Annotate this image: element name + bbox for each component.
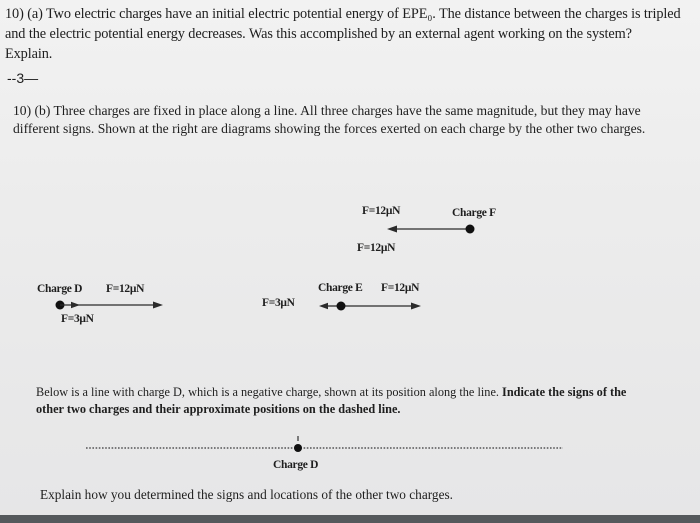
question-10a-line2: and the electric potential energy decreases. Was this accomplished by an external agent working on the system? [5, 26, 632, 42]
question-10a-line3: Explain. [5, 46, 53, 62]
charge-d-arrowhead-long [153, 302, 163, 309]
instructions [36, 384, 626, 418]
charge-e-force-3: F=3μN [262, 297, 295, 309]
charge-f-dot [466, 225, 475, 234]
charge-d-position-dot [294, 444, 302, 452]
charge-d-arrowhead-short [71, 302, 80, 308]
charge-f-label: Charge F [452, 207, 496, 219]
instructions-line2: other two charges and their approximate positions on the dashed line. [36, 402, 401, 416]
explain-prompt: Explain how you determined the signs and locations of the other two charges. [40, 487, 453, 502]
charge-e-arrowhead-short [319, 303, 328, 309]
charge-f-arrowhead [387, 226, 397, 233]
instructions-line1: Below is a line with charge D, which is a negative charge, shown at its position along the line. Indicate the signs of the [36, 385, 627, 399]
question-10a-line1: 10) (a) Two electric charges have an initial electric potential energy of EPE₀. The distance between the charges is tripled [5, 6, 681, 22]
charge-e-arrowhead-long [411, 303, 421, 310]
charge-e-label: Charge E [318, 282, 363, 294]
charge-f-force-label-top: F=12μN [362, 205, 401, 217]
question-10b-line2: different signs. Shown at the right are diagrams showing the forces exerted on each charge by the other two charges. [13, 121, 646, 136]
question-10b-line1: 10) (b) Three charges are fixed in place along a line. All three charges have the same magnitude, but they may have [13, 103, 641, 118]
charge-d-label: Charge D [37, 283, 83, 295]
charge-e-force-12: F=12μN [381, 282, 420, 294]
charge-d-force-12: F=12μN [106, 283, 145, 295]
charge-e-dot [337, 302, 346, 311]
charge-f-force-label-bottom: F=12μN [357, 242, 396, 254]
dashed-line-charge-d-label: Charge D [273, 459, 319, 471]
page-marker: --3— [7, 70, 39, 86]
charge-d-force-3: F=3μN [61, 313, 94, 325]
bottom-edge [0, 515, 700, 523]
